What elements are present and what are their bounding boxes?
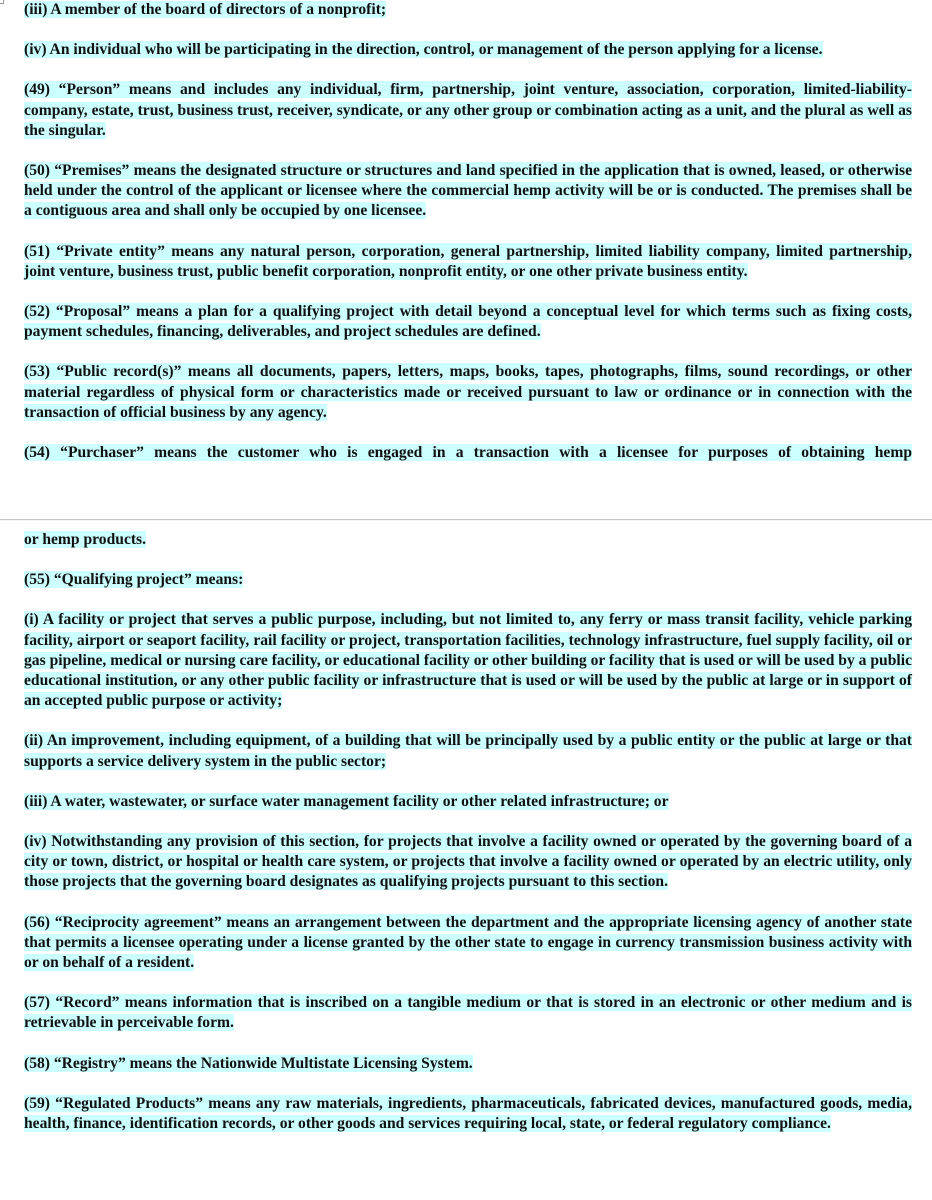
- paragraph-58-registry: (58) “Registry” means the Nationwide Multistate Licensing System.: [24, 1054, 473, 1072]
- paragraph-51-private-entity: (51) “Private entity” means any natural person, corporation, general partnership, limited liability company, limited partnership, joint venture, business trust, public benefit corporation, nonprofit entity, or one other private business entity.: [24, 242, 912, 280]
- paragraph-53-public-records: (53) “Public record(s)” means all documents, papers, letters, maps, books, tapes, photographs, films, sound recordings, or other material regardless of physical form or characteristics made or received pursuant to law or ordinance or in connection with the transaction of official business by any agency.: [24, 363, 912, 421]
- paragraph-54-purchaser: (54) “Purchaser” means the customer who is engaged in a transaction with a licensee for purposes of obtaining hemp: [24, 444, 912, 462]
- paragraph-54-continued: or hemp products.: [24, 531, 147, 548]
- paragraph-iii-board-member: (iii) A member of the board of directors of a nonprofit;: [24, 1, 387, 18]
- paragraph-55-ii-improvement: (ii) An improvement, including equipment, of a building that will be principally used by a public entity or the public at large or that supports a service delivery system in the public sector;: [24, 732, 912, 770]
- paragraph-57-record: (57) “Record” means information that is inscribed on a tangible medium or that is stored in an electronic or other medium and is retrievable in perceivable form.: [24, 994, 912, 1032]
- paragraph-iv-individual: (iv) An individual who will be participating in the direction, control, or management of the person applying for a license.: [24, 41, 823, 59]
- paragraph-55-iv-notwithstanding: (iv) Notwithstanding any provision of this section, for projects that involve a facility owned or operated by the governing board of a city or town, district, or hospital or health care system, or projects that involve a facility owned or operated by an electric utility, only those projects that the governing board designates as qualifying projects pursuant to this section.: [24, 833, 912, 891]
- paragraph-56-reciprocity-agreement: (56) “Reciprocity agreement” means an arrangement between the department and the appropriate licensing agency of another state that permits a licensee operating under a license granted by the other state to engage in currency transmission business activity with or on behalf of a resident.: [24, 913, 912, 972]
- paragraph-49-person: (49) “Person” means and includes any individual, firm, partnership, joint venture, association, corporation, limited-liability-company, estate, trust, business trust, receiver, syndicate, or any other group or combination acting as a unit, and the plural as well as the singular.: [24, 81, 912, 139]
- document-page-bottom: [0, 521, 932, 1200]
- paragraph-50-premises: (50) “Premises” means the designated structure or structures and land specified in the application that is owned, leased, or otherwise held under the control of the applicant or licensee where the commercial hemp activity will be or is conducted. The premises shall be a contiguous area and shall only be occupied by one licensee.: [24, 162, 912, 220]
- paragraph-52-proposal: (52) “Proposal” means a plan for a qualifying project with detail beyond a conceptual level for which terms such as fixing costs, payment schedules, financing, deliverables, and project schedules are defined.: [24, 303, 912, 341]
- document-page-top: [0, 0, 932, 519]
- paragraph-55-i-facility: (i) A facility or project that serves a public purpose, including, but not limited to, any ferry or mass transit facility, vehicle parking facility, airport or seaport facility, rail facility or project, transportation facilities, technology infrastructure, fuel supply facility, oil or gas pipeline, medical or nursing care facility, or educational facility or other building or facility that is used or will be used by a public educational institution, or any other public facility or infrastructure that is used or will be used by the public at large or in support of an accepted public purpose or activity;: [24, 611, 912, 710]
- paragraph-55-iii-water-facility: (iii) A water, wastewater, or surface water management facility or other related infrastructure; or: [24, 792, 669, 810]
- paragraph-55-qualifying-project: (55) “Qualifying project” means:: [24, 571, 244, 589]
- paragraph-59-regulated-products: (59) “Regulated Products” means any raw materials, ingredients, pharmaceuticals, fabricated devices, manufactured goods, media, health, finance, identification records, or other goods and services requiring local, state, or federal regulatory compliance.: [24, 1094, 912, 1133]
